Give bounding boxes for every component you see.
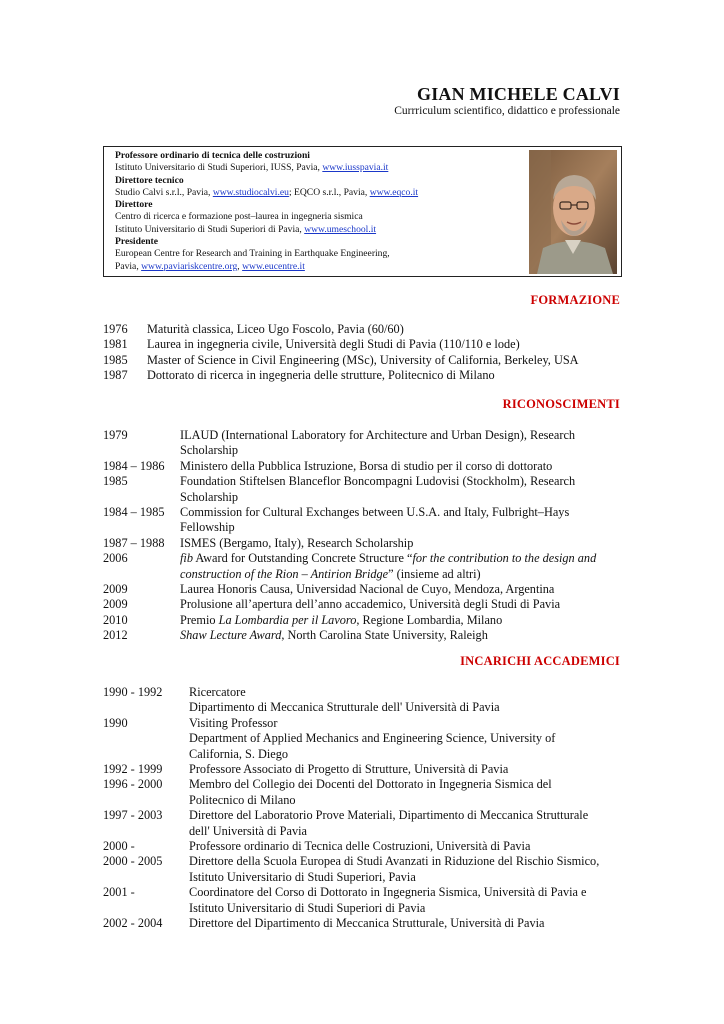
list-item: 2000 - 2005 Direttore della Scuola Europea di Studi Avanzati in Riduzione del Rischio Sismico, Istituto Universitario di Studi Superiori, Pavia bbox=[103, 854, 600, 884]
section-title-formazione: FORMAZIONE bbox=[530, 293, 620, 307]
list-item: 1987 Dottorato di ricerca in ingegneria delle strutture, Politecnico di Milano bbox=[103, 368, 495, 383]
role-title: Direttore bbox=[115, 199, 153, 211]
list-item: 1976 Maturità classica, Liceo Ugo Foscolo, Pavia (60/60) bbox=[103, 322, 404, 336]
profile-line: Istituto Universitario di Studi Superiori, IUSS, Pavia, www.iusspavia.it bbox=[115, 162, 389, 174]
list-item: 1997 - 2003 Direttore del Laboratorio Prove Materiali, Dipartimento di Meccanica Strutturale dell' Università di Pavia bbox=[103, 808, 589, 838]
list-item: 1984 – 1986 Ministero della Pubblica Istruzione, Borsa di studio per il corso di dottorato bbox=[103, 458, 553, 473]
profile-line: European Centre for Research and Training in Earthquake Engineering, bbox=[115, 248, 390, 260]
list-item: 1984 – 1985 Commission for Cultural Exchanges between U.S.A. and Italy, Fulbright–Hays Fellowship bbox=[103, 505, 570, 535]
list-item: 1987 – 1988 ISMES (Bergamo, Italy), Research Scholarship bbox=[103, 535, 414, 550]
list-item: 2001 - Coordinatore del Corso di Dottorato in Ingegneria Sismica, Università di Pavia e Istituto Universitario di Studi Superiori di Pavia bbox=[103, 885, 587, 915]
profile-line: Istituto Universitario di Studi Superiori di Pavia, www.umeschool.it bbox=[115, 223, 377, 235]
list-item: 1990 - 1992 Ricercatore Dipartimento di Meccanica Strutturale dell' Università di Pavia bbox=[103, 685, 500, 715]
list-item: 1996 - 2000 Membro del Collegio dei Docenti del Dottorato in Ingegneria Sismica del Politecnico di Milano bbox=[103, 777, 552, 807]
cv-subtitle: Currriculum scientifico, didattico e professionale bbox=[394, 105, 620, 117]
list-item: 2009 Prolusione all’apertura dell’anno accademico, Università degli Studi di Pavia bbox=[103, 597, 561, 612]
list-item: 1979 ILAUD (International Laboratory for Architecture and Urban Design), Research Scholarship bbox=[103, 428, 576, 458]
website-link[interactable]: www.paviariskcentre.org bbox=[141, 260, 238, 272]
list-item: 1985 Master of Science in Civil Engineering (MSc), University of California, Berkeley, USA bbox=[103, 352, 579, 367]
incarichi-list bbox=[103, 685, 623, 932]
list-item: 1981 Laurea in ingegneria civile, Università degli Studi di Pavia (110/110 e lode) bbox=[103, 337, 520, 352]
profile-line: Centro di ricerca e formazione post–laurea in ingegneria sismica bbox=[115, 211, 363, 223]
profile-box bbox=[103, 146, 622, 277]
list-item: 2006 fib Award for Outstanding Concrete Structure “for the contribution to the design and construction of the Rion – Antirion Bridge” (insieme ad altri) bbox=[103, 551, 597, 581]
list-item: 1990 Visiting Professor Department of Applied Mechanics and Engineering Science, University of California, S. Diego bbox=[103, 715, 556, 761]
riconoscimenti-list bbox=[103, 428, 623, 644]
profile-line: Studio Calvi s.r.l., Pavia, www.studiocalvi.eu; EQCO s.r.l., Pavia, www.eqco.it bbox=[115, 186, 419, 198]
role-title: Professore ordinario di tecnica delle costruzioni bbox=[115, 150, 310, 161]
list-item: 2009 Laurea Honoris Causa, Universidad Nacional de Cuyo, Mendoza, Argentina bbox=[103, 582, 555, 597]
list-item: 2002 - 2004 Direttore del Dipartimento di Meccanica Strutturale, Università di Pavia bbox=[103, 916, 545, 931]
profile-text bbox=[115, 150, 525, 273]
role-title: Direttore tecnico bbox=[115, 174, 184, 186]
formazione-list bbox=[103, 322, 623, 384]
cv-name: GIAN MICHELE CALVI bbox=[417, 84, 620, 104]
profile-line: Pavia, www.paviariskcentre.org, www.eucentre.it bbox=[115, 260, 305, 272]
website-link[interactable]: www.iusspavia.it bbox=[322, 162, 389, 174]
website-link[interactable]: www.eqco.it bbox=[369, 186, 419, 198]
section-title-incarichi: INCARICHI ACCADEMICI bbox=[460, 654, 620, 668]
list-item: 2010 Premio La Lombardia per il Lavoro, Regione Lombardia, Milano bbox=[103, 612, 503, 627]
list-item: 1985 Foundation Stiftelsen Blanceflor Boncompagni Ludovisi (Stockholm), Research Scholarship bbox=[103, 474, 576, 504]
list-item: 2012 Shaw Lecture Award, North Carolina State University, Raleigh bbox=[103, 628, 488, 643]
section-title-riconoscimenti: RICONOSCIMENTI bbox=[502, 397, 620, 411]
website-link[interactable]: www.umeschool.it bbox=[304, 223, 377, 235]
list-item: 1992 - 1999 Professore Associato di Progetto di Strutture, Università di Pavia bbox=[103, 762, 509, 777]
role-title: Presidente bbox=[115, 236, 158, 248]
website-link[interactable]: www.eucentre.it bbox=[242, 260, 305, 272]
portrait-photo bbox=[529, 150, 617, 274]
list-item: 2000 - Professore ordinario di Tecnica delle Costruzioni, Università di Pavia bbox=[103, 839, 531, 854]
website-link[interactable]: www.studiocalvi.eu bbox=[212, 186, 289, 198]
